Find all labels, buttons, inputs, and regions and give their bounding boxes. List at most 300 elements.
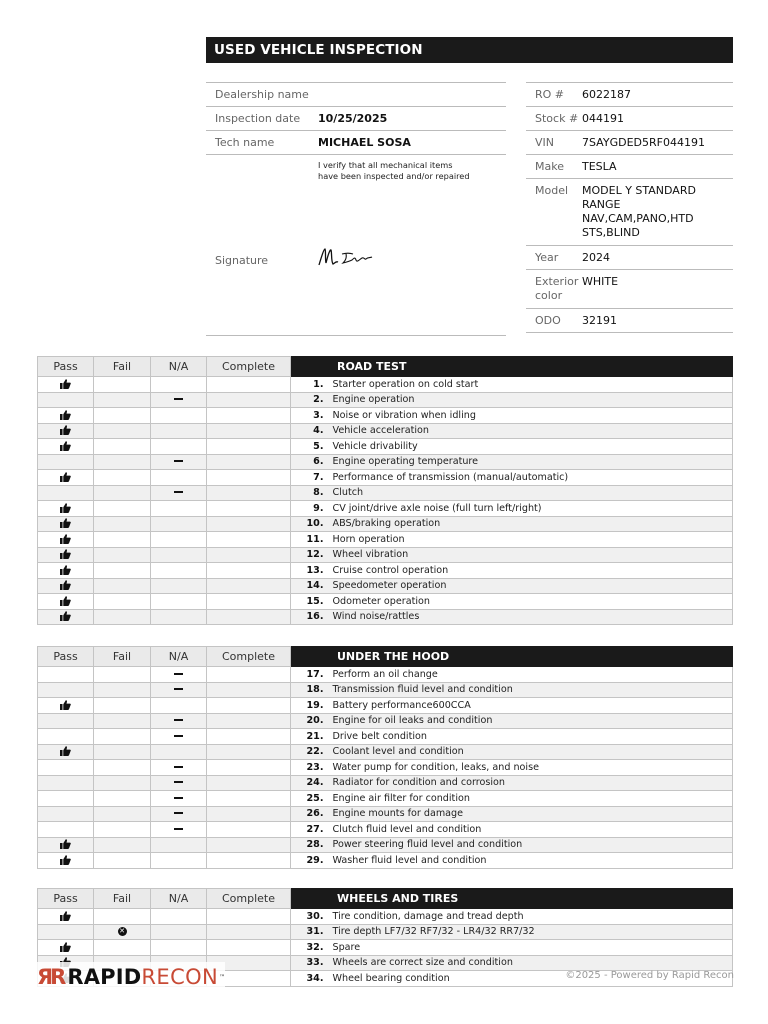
item-number: 28. <box>291 837 331 853</box>
fail-cell <box>94 853 151 869</box>
item-number: 26. <box>291 806 331 822</box>
section-title: WHEELS AND TIRES <box>291 889 733 909</box>
item-number: 27. <box>291 822 331 838</box>
col-pass: Pass <box>38 357 94 377</box>
table-row <box>38 470 733 486</box>
info-row-dealership <box>206 82 506 106</box>
item-number: 33. <box>291 955 331 971</box>
info-row-make <box>526 154 733 178</box>
item-text: Engine operating temperature <box>331 454 733 470</box>
item-text: ABS/braking operation <box>331 516 733 532</box>
na-cell <box>151 485 207 501</box>
na-cell <box>151 775 207 791</box>
under-hood-table <box>37 646 733 869</box>
thumbs-up-icon <box>60 580 71 591</box>
thumbs-up-icon <box>60 911 71 922</box>
pass-cell <box>38 822 94 838</box>
item-number: 21. <box>291 729 331 745</box>
complete-cell <box>207 837 291 853</box>
dash-icon <box>174 673 183 675</box>
na-cell <box>151 423 207 439</box>
fail-cell <box>94 822 151 838</box>
complete-cell <box>207 470 291 486</box>
info-label: Exterior color <box>535 275 579 302</box>
na-cell <box>151 806 207 822</box>
pass-cell <box>38 439 94 455</box>
thumbs-up-icon <box>60 503 71 514</box>
info-value: 10/25/2025 <box>318 112 388 125</box>
fail-cell <box>94 392 151 408</box>
table-row <box>38 924 733 940</box>
logo-text-recon: RECON <box>141 965 219 989</box>
info-value: 7SAYGDED5RF044191 <box>582 136 705 149</box>
thumbs-up-icon <box>60 855 71 866</box>
item-text: Water pump for condition, leaks, and noise <box>331 760 733 776</box>
dash-icon <box>174 719 183 721</box>
pass-cell <box>38 940 94 956</box>
road-test-table <box>37 356 733 625</box>
fail-cell <box>94 423 151 439</box>
item-number: 34. <box>291 971 331 987</box>
complete-cell <box>207 806 291 822</box>
info-label: ODO <box>535 314 561 327</box>
na-cell <box>151 532 207 548</box>
info-row-ro <box>526 82 733 106</box>
na-cell <box>151 853 207 869</box>
pass-cell <box>38 408 94 424</box>
info-row-model <box>526 178 733 245</box>
info-label: Stock # <box>535 112 579 125</box>
na-cell <box>151 837 207 853</box>
item-text: Power steering fluid level and condition <box>331 837 733 853</box>
table-row <box>38 713 733 729</box>
thumbs-up-icon <box>60 410 71 421</box>
table-row <box>38 940 733 956</box>
info-label: Inspection date <box>215 112 301 125</box>
info-value: 2024 <box>582 251 610 264</box>
complete-cell <box>207 775 291 791</box>
dash-icon <box>174 460 183 462</box>
item-number: 30. <box>291 909 331 925</box>
complete-cell <box>207 667 291 683</box>
pass-cell <box>38 392 94 408</box>
fail-cell <box>94 594 151 610</box>
item-number: 3. <box>291 408 331 424</box>
col-complete: Complete <box>207 889 291 909</box>
thumbs-up-icon <box>60 441 71 452</box>
fail-cell <box>94 698 151 714</box>
fail-cell <box>94 485 151 501</box>
na-cell <box>151 940 207 956</box>
dash-icon <box>174 766 183 768</box>
pass-cell <box>38 609 94 625</box>
dash-icon <box>174 797 183 799</box>
info-value: MODEL Y STANDARD RANGE NAV,CAM,PANO,HTD STS,BLIND <box>582 184 696 239</box>
na-cell <box>151 909 207 925</box>
na-cell <box>151 667 207 683</box>
item-number: 14. <box>291 578 331 594</box>
fail-cell <box>94 578 151 594</box>
info-right-panel <box>526 82 733 333</box>
thumbs-up-icon <box>60 379 71 390</box>
table-row <box>38 853 733 869</box>
signature-label: Signature <box>215 254 269 267</box>
complete-cell <box>207 791 291 807</box>
thumbs-up-icon <box>60 565 71 576</box>
fail-cell <box>94 439 151 455</box>
na-cell <box>151 470 207 486</box>
item-text: Radiator for condition and corrosion <box>331 775 733 791</box>
fail-cell <box>94 470 151 486</box>
pass-cell <box>38 909 94 925</box>
complete-cell <box>207 501 291 517</box>
fail-cell <box>94 563 151 579</box>
item-text: Performance of transmission (manual/automatic) <box>331 470 733 486</box>
item-number: 8. <box>291 485 331 501</box>
table-row <box>38 609 733 625</box>
table-row <box>38 837 733 853</box>
item-number: 16. <box>291 609 331 625</box>
item-number: 6. <box>291 454 331 470</box>
pass-cell <box>38 698 94 714</box>
table-header-row <box>38 357 733 377</box>
item-number: 2. <box>291 392 331 408</box>
pass-cell <box>38 532 94 548</box>
thumbs-up-icon <box>60 839 71 850</box>
info-value: WHITE <box>582 275 619 288</box>
item-text: Vehicle drivability <box>331 439 733 455</box>
item-number: 32. <box>291 940 331 956</box>
fail-cell <box>94 713 151 729</box>
pass-cell <box>38 837 94 853</box>
info-label: VIN <box>535 136 554 149</box>
pass-cell <box>38 682 94 698</box>
complete-cell <box>207 578 291 594</box>
pass-cell <box>38 924 94 940</box>
fail-cell <box>94 924 151 940</box>
complete-cell <box>207 454 291 470</box>
info-row-year <box>526 245 733 269</box>
complete-cell <box>207 853 291 869</box>
table-row <box>38 516 733 532</box>
item-number: 25. <box>291 791 331 807</box>
item-number: 7. <box>291 470 331 486</box>
section-title: ROAD TEST <box>291 357 733 377</box>
table-row <box>38 547 733 563</box>
complete-cell <box>207 408 291 424</box>
thumbs-up-icon <box>60 472 71 483</box>
item-text: Tire depth LF7/32 RF7/32 - LR4/32 RR7/32 <box>331 924 733 940</box>
info-label: Dealership name <box>215 88 309 101</box>
thumbs-up-icon <box>60 746 71 757</box>
fail-cell <box>94 454 151 470</box>
na-cell <box>151 501 207 517</box>
info-row-tech <box>206 130 506 154</box>
fail-cell <box>94 760 151 776</box>
complete-cell <box>207 713 291 729</box>
table-row <box>38 682 733 698</box>
table-row <box>38 698 733 714</box>
complete-cell <box>207 516 291 532</box>
complete-cell <box>207 532 291 548</box>
info-row-vin <box>526 130 733 154</box>
table-row <box>38 667 733 683</box>
pass-cell <box>38 594 94 610</box>
na-cell <box>151 454 207 470</box>
item-number: 4. <box>291 423 331 439</box>
col-pass: Pass <box>38 647 94 667</box>
table-row <box>38 594 733 610</box>
complete-cell <box>207 563 291 579</box>
complete-cell <box>207 682 291 698</box>
complete-cell <box>207 423 291 439</box>
info-label: Model <box>535 184 569 197</box>
complete-cell <box>207 609 291 625</box>
na-cell <box>151 578 207 594</box>
col-na: N/A <box>151 889 207 909</box>
item-number: 31. <box>291 924 331 940</box>
pass-cell <box>38 853 94 869</box>
item-text: Engine mounts for damage <box>331 806 733 822</box>
pass-cell <box>38 547 94 563</box>
fail-cell <box>94 516 151 532</box>
item-text: Noise or vibration when idling <box>331 408 733 424</box>
info-value: 044191 <box>582 112 624 125</box>
table-row <box>38 423 733 439</box>
item-text: Wind noise/rattles <box>331 609 733 625</box>
table-row <box>38 760 733 776</box>
info-value: 32191 <box>582 314 617 327</box>
fail-cell <box>94 806 151 822</box>
item-text: Cruise control operation <box>331 563 733 579</box>
item-number: 24. <box>291 775 331 791</box>
table-row <box>38 775 733 791</box>
col-na: N/A <box>151 647 207 667</box>
info-value: TESLA <box>582 160 617 173</box>
item-number: 17. <box>291 667 331 683</box>
na-cell <box>151 516 207 532</box>
col-fail: Fail <box>94 647 151 667</box>
info-label: Make <box>535 160 564 173</box>
fail-cell <box>94 408 151 424</box>
pass-cell <box>38 713 94 729</box>
na-cell <box>151 439 207 455</box>
complete-cell <box>207 909 291 925</box>
item-text: Washer fluid level and condition <box>331 853 733 869</box>
pass-cell <box>38 563 94 579</box>
item-text: Transmission fluid level and condition <box>331 682 733 698</box>
complete-cell <box>207 940 291 956</box>
item-number: 20. <box>291 713 331 729</box>
table-row <box>38 791 733 807</box>
dash-icon <box>174 735 183 737</box>
table-row <box>38 563 733 579</box>
fail-cell <box>94 609 151 625</box>
pass-cell <box>38 454 94 470</box>
fail-cell <box>94 729 151 745</box>
dash-icon <box>174 398 183 400</box>
complete-cell <box>207 744 291 760</box>
table-header-row <box>38 647 733 667</box>
item-number: 19. <box>291 698 331 714</box>
item-text: Wheel bearing condition <box>331 971 733 987</box>
table-row <box>38 909 733 925</box>
signature-row <box>206 154 506 335</box>
x-circle-icon: ✕ <box>119 926 125 935</box>
col-fail: Fail <box>94 357 151 377</box>
table-row <box>38 822 733 838</box>
rapid-recon-logo <box>37 962 225 992</box>
item-text: Clutch fluid level and condition <box>331 822 733 838</box>
dash-icon <box>174 491 183 493</box>
item-text: Coolant level and condition <box>331 744 733 760</box>
table-row <box>38 408 733 424</box>
na-cell <box>151 408 207 424</box>
thumbs-up-icon <box>60 534 71 545</box>
na-cell <box>151 924 207 940</box>
complete-cell <box>207 377 291 393</box>
pass-cell <box>38 578 94 594</box>
info-label: Year <box>535 251 559 264</box>
page-title: USED VEHICLE INSPECTION <box>206 37 733 63</box>
thumbs-up-icon <box>60 596 71 607</box>
item-number: 5. <box>291 439 331 455</box>
thumbs-up-icon <box>60 942 71 953</box>
table-row <box>38 392 733 408</box>
item-number: 1. <box>291 377 331 393</box>
na-cell <box>151 609 207 625</box>
na-cell <box>151 713 207 729</box>
col-complete: Complete <box>207 647 291 667</box>
item-number: 9. <box>291 501 331 517</box>
na-cell <box>151 698 207 714</box>
na-cell <box>151 377 207 393</box>
complete-cell <box>207 439 291 455</box>
pass-cell <box>38 729 94 745</box>
copyright-text: ©2025 - Powered by Rapid Recon <box>565 970 734 981</box>
table-row <box>38 454 733 470</box>
fail-cell <box>94 775 151 791</box>
thumbs-up-icon <box>60 611 71 622</box>
dash-icon <box>174 688 183 690</box>
verify-line-2: have been inspected and/or repaired <box>318 171 470 181</box>
na-cell <box>151 822 207 838</box>
fail-cell <box>94 547 151 563</box>
logo-trademark: ™ <box>219 973 226 981</box>
logo-text-rapid: RAPID <box>67 965 142 989</box>
logo-mark: ЯR <box>37 965 64 989</box>
thumbs-up-icon <box>60 549 71 560</box>
item-number: 15. <box>291 594 331 610</box>
pass-cell <box>38 760 94 776</box>
complete-cell <box>207 547 291 563</box>
fail-cell <box>94 532 151 548</box>
fail-cell <box>94 744 151 760</box>
dash-icon <box>174 828 183 830</box>
na-cell <box>151 744 207 760</box>
dash-icon <box>174 812 183 814</box>
pass-cell <box>38 744 94 760</box>
table-row <box>38 578 733 594</box>
item-text: Drive belt condition <box>331 729 733 745</box>
fail-cell <box>94 791 151 807</box>
na-cell <box>151 682 207 698</box>
item-text: Tire condition, damage and tread depth <box>331 909 733 925</box>
complete-cell <box>207 392 291 408</box>
table-row <box>38 744 733 760</box>
na-cell <box>151 547 207 563</box>
dash-icon <box>174 781 183 783</box>
complete-cell <box>207 594 291 610</box>
pass-cell <box>38 485 94 501</box>
table-row <box>38 806 733 822</box>
section-title: UNDER THE HOOD <box>291 647 733 667</box>
verify-line-1: I verify that all mechanical items <box>318 160 453 170</box>
thumbs-up-icon <box>60 518 71 529</box>
table-row <box>38 439 733 455</box>
item-text: Battery performance600CCA <box>331 698 733 714</box>
na-cell <box>151 563 207 579</box>
fail-cell <box>94 377 151 393</box>
item-number: 22. <box>291 744 331 760</box>
pass-cell <box>38 516 94 532</box>
info-row-odo <box>526 308 733 332</box>
item-text: Engine for oil leaks and condition <box>331 713 733 729</box>
complete-cell <box>207 924 291 940</box>
item-text: Perform an oil change <box>331 667 733 683</box>
signature-image <box>316 245 380 271</box>
thumbs-up-icon <box>60 700 71 711</box>
item-text: Spare <box>331 940 733 956</box>
item-text: Odometer operation <box>331 594 733 610</box>
item-number: 29. <box>291 853 331 869</box>
thumbs-up-icon <box>60 425 71 436</box>
pass-cell <box>38 501 94 517</box>
fail-cell <box>94 940 151 956</box>
table-header-row <box>38 889 733 909</box>
info-row-stock <box>526 106 733 130</box>
info-value: MICHAEL SOSA <box>318 136 411 149</box>
table-row <box>38 729 733 745</box>
pass-cell <box>38 470 94 486</box>
pass-cell <box>38 377 94 393</box>
item-number: 13. <box>291 563 331 579</box>
pass-cell <box>38 667 94 683</box>
pass-cell <box>38 775 94 791</box>
item-text: Speedometer operation <box>331 578 733 594</box>
col-na: N/A <box>151 357 207 377</box>
item-text: Starter operation on cold start <box>331 377 733 393</box>
item-text: Engine operation <box>331 392 733 408</box>
item-number: 11. <box>291 532 331 548</box>
table-row <box>38 532 733 548</box>
info-value: 6022187 <box>582 88 631 101</box>
pass-cell <box>38 791 94 807</box>
col-complete: Complete <box>207 357 291 377</box>
table-row <box>38 501 733 517</box>
pass-cell <box>38 806 94 822</box>
item-text: Wheel vibration <box>331 547 733 563</box>
info-label: RO # <box>535 88 565 101</box>
item-number: 12. <box>291 547 331 563</box>
complete-cell <box>207 822 291 838</box>
fail-cell <box>94 837 151 853</box>
col-pass: Pass <box>38 889 94 909</box>
item-text: Wheels are correct size and condition <box>331 955 733 971</box>
na-cell <box>151 791 207 807</box>
table-row <box>38 377 733 393</box>
na-cell <box>151 594 207 610</box>
